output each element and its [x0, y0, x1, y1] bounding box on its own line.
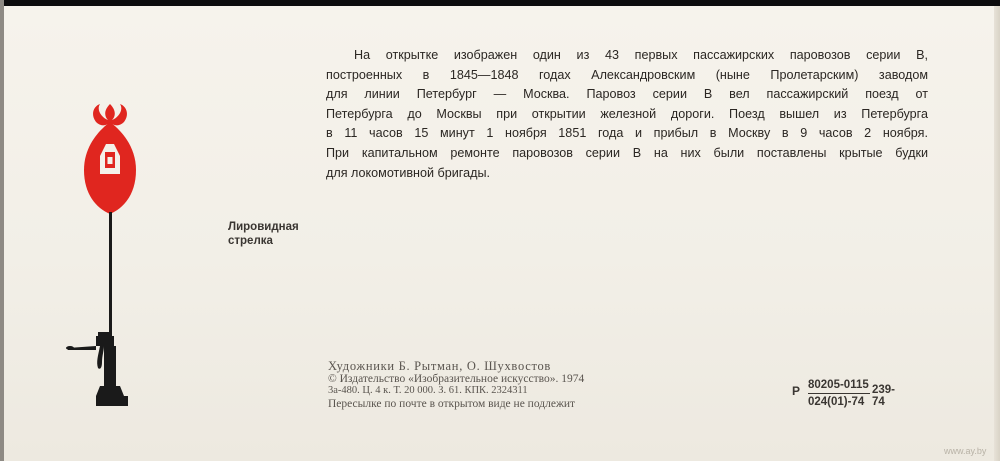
- caption-line-1: Лировидная: [228, 221, 299, 233]
- publication-credits: [328, 360, 584, 410]
- site-watermark: www.ay.by: [944, 446, 987, 456]
- price-numerator: 80205-0115: [808, 379, 870, 394]
- print-info: 3а-480. Ц. 4 к. Т. 20 000. З. 61. КПК. 2324311: [328, 385, 528, 396]
- description-line: При капитальном ремонте паровозов серии В на них были поставлены крытые будки: [326, 145, 928, 160]
- illustration-caption: [228, 220, 299, 248]
- description-line: для локомотивной бригады.: [326, 165, 491, 180]
- description-line: Петербурга до Москвы при открытии железной дороги. Поезд вышел из Петербурга: [326, 106, 928, 121]
- price-letter: Р: [792, 384, 801, 398]
- postal-note: Пересылке по почте в открытом виде не подлежит: [328, 397, 576, 410]
- caption-line-2: стрелка: [228, 235, 273, 247]
- description-line: На открытке изображен один из 43 первых пассажирских паровозов серии В,: [354, 48, 928, 62]
- price-suffix: 239-74: [872, 384, 896, 408]
- lyre-switch-signal-illustration: [60, 100, 160, 420]
- description-line: построенных в 1845—1848 годах Александровским (ныне Пролетарским) заводом: [326, 67, 928, 82]
- scan-left-border: [0, 0, 4, 461]
- scan-right-edge: [994, 6, 1000, 461]
- lyre-switch-signal-icon: [60, 100, 160, 420]
- publisher-credit: © Издательство «Изобразительное искусство». 1974: [328, 372, 585, 385]
- artists-credit: Художники Б. Рытман, О. Шухвостов: [328, 359, 552, 373]
- description-line: в 11 часов 15 минут 1 ноября 1851 года и прибыл в Москву в 9 часов 2 ноября.: [326, 126, 928, 141]
- price-denominator: 024(01)-74: [808, 396, 865, 408]
- description-line: для линии Петербург — Москва. Паровоз серии В вел пассажирский поезд от: [326, 87, 928, 102]
- signal-base: [96, 386, 124, 396]
- description-paragraph: [326, 46, 928, 183]
- price-fraction: [808, 379, 870, 409]
